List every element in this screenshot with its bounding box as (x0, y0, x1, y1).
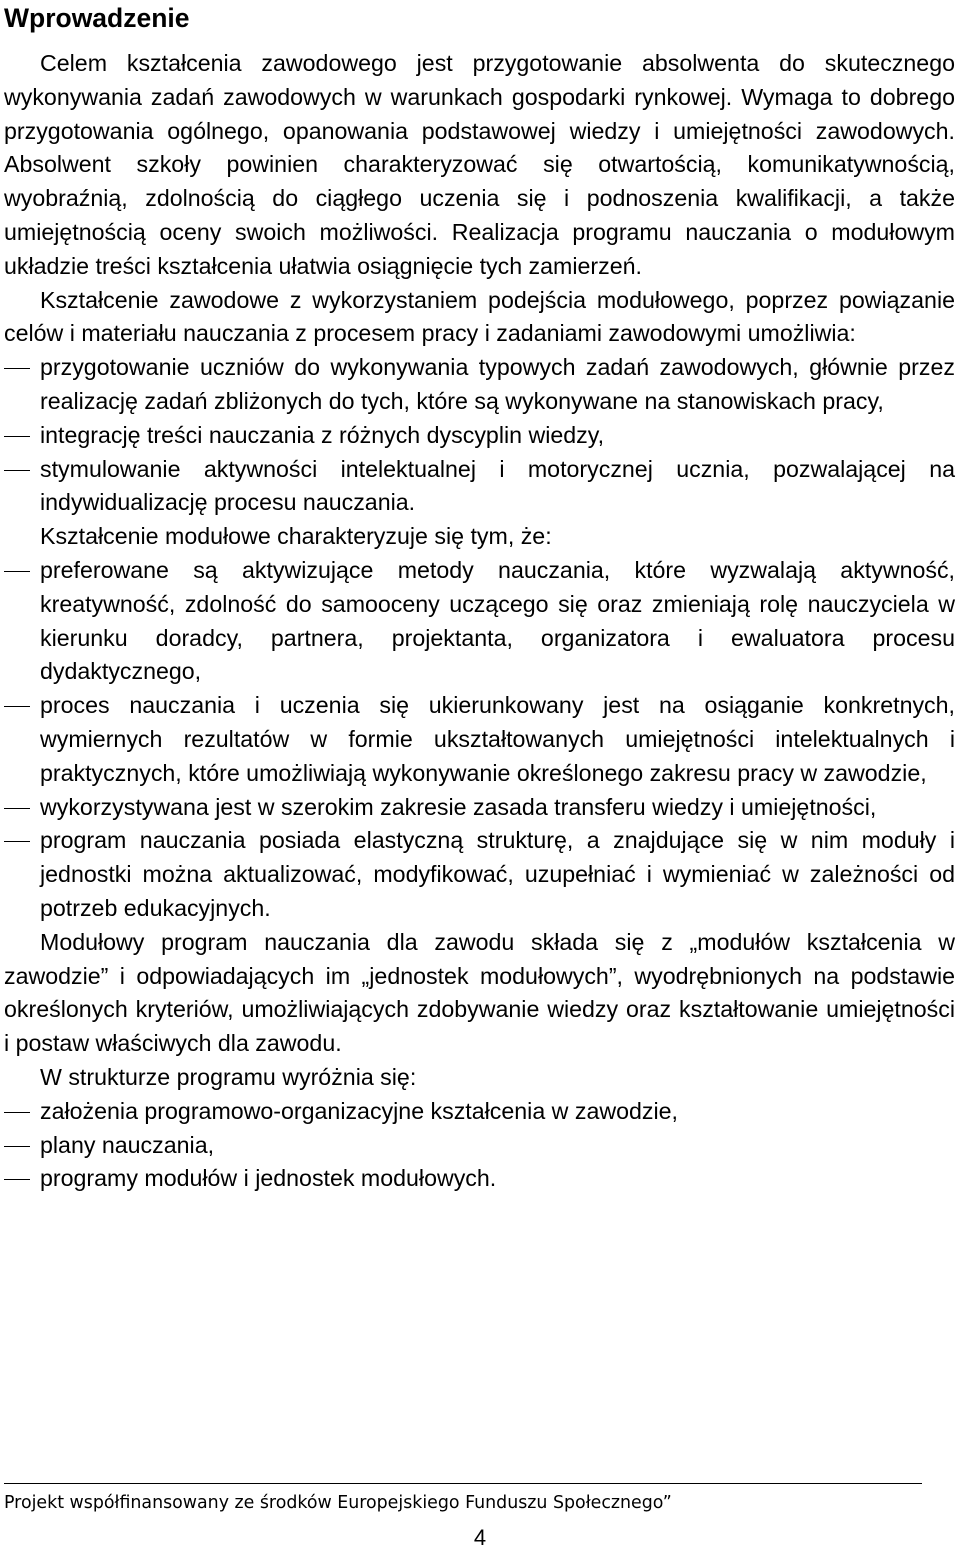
list-structure (4, 1095, 955, 1196)
list-benefits (4, 351, 955, 520)
dash-bullet-icon (4, 1146, 30, 1147)
paragraph-characteristics: Kształcenie modułowe charakteryzuje się tym, że: (40, 523, 552, 550)
list-item: wykorzystywana jest w szerokim zakresie zasada transferu wiedzy i umiejętności, (4, 791, 955, 825)
dash-bullet-icon (4, 706, 30, 707)
list-item: preferowane są aktywizujące metody nauczania, które wyzwalają aktywność, kreatywność, zdolność do samooceny uczącego się oraz zmieniają rolę nauczyciela w kierunku doradcy, partnera, projektanta, organizatora i ewaluatora procesu dydaktycznego, (4, 554, 955, 689)
footer-project-note: Projekt współfinansowany ze środków Europejskiego Funduszu Społecznego” (4, 1493, 672, 1513)
section-heading: Wprowadzenie (4, 3, 190, 33)
list-item: przygotowanie uczniów do wykonywania typowych zadań zawodowych, głównie przez realizację zadań zbliżonych do tych, które są wykonywane na stanowiskach pracy, (4, 351, 955, 419)
paragraph-structure: W strukturze programu wyróżnia się: (40, 1063, 417, 1090)
paragraph-modular-approach: Kształcenie zawodowe z wykorzystaniem podejścia modułowego, poprzez powiązanie celów i materiału nauczania z procesem pracy i zadaniami zawodowymi umożliwia: (4, 286, 955, 347)
dash-bullet-icon (4, 1179, 30, 1180)
footer-divider (4, 1483, 922, 1484)
list-item: integrację treści nauczania z różnych dyscyplin wiedzy, (4, 419, 955, 453)
list-item: założenia programowo-organizacyjne kształcenia w zawodzie, (4, 1095, 955, 1129)
list-item: proces nauczania i uczenia się ukierunkowany jest na osiąganie konkretnych, wymiernych rezultatów w formie ukształtowanych umiejętności intelektualnych i praktycznych, które umożliwiają wykonywanie określonego zakresu pracy w zawodzie, (4, 689, 955, 790)
list-item: plany nauczania, (4, 1129, 955, 1163)
dash-bullet-icon (4, 571, 30, 572)
dash-bullet-icon (4, 1112, 30, 1113)
list-characteristics (4, 554, 955, 926)
page-number: 4 (473, 1525, 487, 1550)
dash-bullet-icon (4, 470, 30, 471)
list-item: programy modułów i jednostek modułowych. (4, 1162, 955, 1196)
dash-bullet-icon (4, 436, 30, 437)
document-page (4, 0, 955, 1196)
dash-bullet-icon (4, 808, 30, 809)
list-item: program nauczania posiada elastyczną strukturę, a znajdujące się w nim moduły i jednostki można aktualizować, modyfikować, uzupełniać i wymieniać w zależności od potrzeb edukacyjnych. (4, 824, 955, 925)
paragraph-intro: Celem kształcenia zawodowego jest przygotowanie absolwenta do skutecznego wykonywania zadań zawodowych w warunkach gospodarki rynkowej. Wymaga to dobrego przygotowania ogólnego, opanowania podstawowej wiedzy i umiejętności zawodowych. Absolwent szkoły powinien charakteryzować się otwartością, komunikatywnością, wyobraźnią, zdolnością do ciągłego uczenia się i podnoszenia kwalifikacji, a także umiejętnością oceny swoich możliwości. Realizacja programu nauczania o modułowym układzie treści kształcenia ułatwia osiągnięcie tych zamierzeń. (4, 50, 955, 279)
paragraph-program-composition: Modułowy program nauczania dla zawodu składa się z „modułów kształcenia w zawodzie” i odpowiadających im „jednostek modułowych”, wyodrębnionych na podstawie określonych kryteriów, umożliwiających zdobywanie wiedzy oraz kształtowanie umiejętności i postaw właściwych dla zawodu. (4, 928, 955, 1057)
dash-bullet-icon (4, 368, 30, 369)
dash-bullet-icon (4, 841, 30, 842)
list-item: stymulowanie aktywności intelektualnej i motorycznej ucznia, pozwalającej na indywidualizację procesu nauczania. (4, 453, 955, 521)
